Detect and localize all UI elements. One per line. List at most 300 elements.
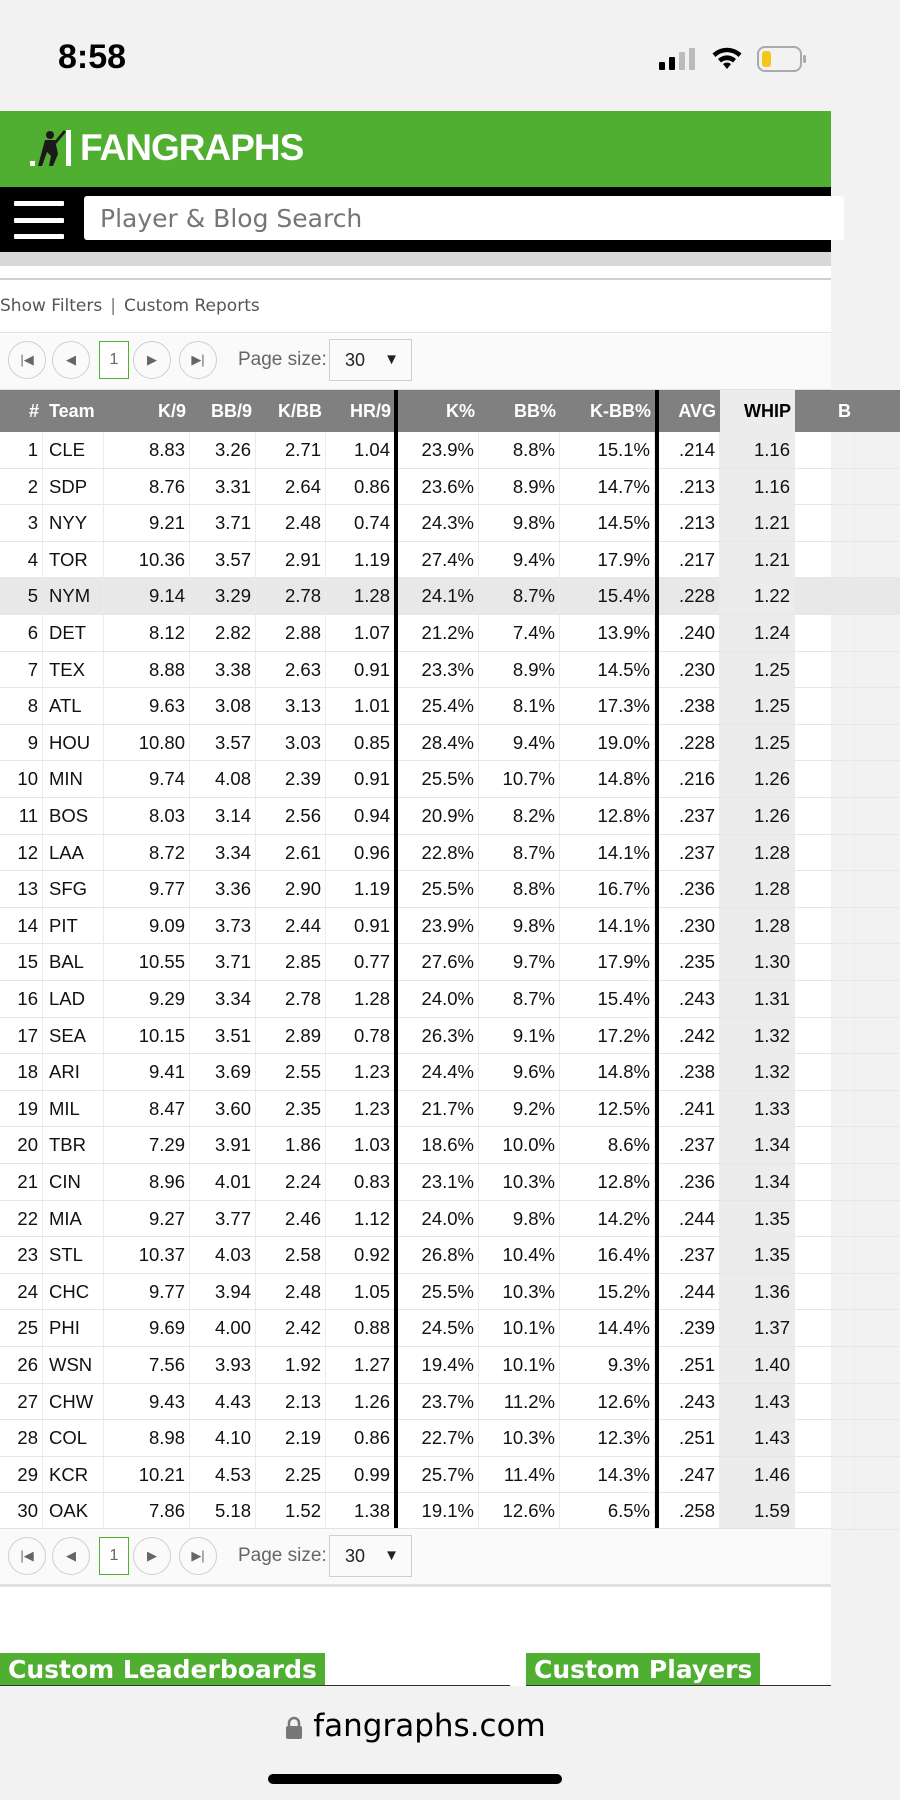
- cell-kbb: 1.52: [256, 1493, 326, 1529]
- cell-team[interactable]: STL: [43, 1237, 104, 1273]
- cell-team[interactable]: LAD: [43, 981, 104, 1017]
- cell-kbbpct: 13.9%: [560, 615, 655, 651]
- battery-icon: [757, 46, 807, 72]
- brand-header: [0, 111, 831, 187]
- cell-avg: .258: [655, 1493, 720, 1529]
- cell-hr9: 0.85: [326, 725, 395, 761]
- cell-k9: 8.72: [104, 835, 190, 871]
- cell-extra: [795, 432, 855, 468]
- cell-team[interactable]: NYM: [43, 578, 104, 614]
- cell-whip: 1.16: [720, 469, 795, 505]
- cell-kbbpct: 12.5%: [560, 1091, 655, 1127]
- table-row[interactable]: [0, 469, 900, 506]
- cell-team[interactable]: OAK: [43, 1493, 104, 1529]
- table-row[interactable]: [0, 432, 900, 469]
- table-row[interactable]: [0, 542, 900, 579]
- cell-kpct: 19.4%: [395, 1347, 479, 1383]
- cell-bb9: 3.34: [190, 981, 256, 1017]
- cell-k9: 9.77: [104, 1274, 190, 1310]
- current-page-button[interactable]: 1: [99, 341, 129, 379]
- cell-rank: 9: [0, 725, 43, 761]
- cell-extra: [795, 871, 855, 907]
- cell-bbpct: 10.1%: [479, 1347, 560, 1383]
- cell-k9: 9.41: [104, 1054, 190, 1090]
- cell-team[interactable]: WSN: [43, 1347, 104, 1383]
- cell-rank: 22: [0, 1201, 43, 1237]
- column-header-kbbpct[interactable]: K-BB%: [590, 401, 651, 421]
- table-row[interactable]: [0, 871, 900, 908]
- cell-kpct: 25.5%: [395, 1274, 479, 1310]
- cell-kbb: 1.92: [256, 1347, 326, 1383]
- cell-avg: .236: [655, 1164, 720, 1200]
- cell-kbb: 2.61: [256, 835, 326, 871]
- cell-team[interactable]: SDP: [43, 469, 104, 505]
- table-row[interactable]: [0, 505, 900, 542]
- search-input[interactable]: [84, 196, 844, 240]
- cell-kbb: 2.78: [256, 981, 326, 1017]
- cell-team[interactable]: NYY: [43, 505, 104, 541]
- cell-bb9: 4.10: [190, 1420, 256, 1456]
- cell-kpct: 25.5%: [395, 871, 479, 907]
- column-header-whip[interactable]: WHIP: [720, 390, 795, 432]
- cell-k9: 9.69: [104, 1310, 190, 1346]
- cell-avg: .230: [655, 652, 720, 688]
- cell-bbpct: 10.0%: [479, 1127, 560, 1163]
- cell-bb9: 3.69: [190, 1054, 256, 1090]
- cell-team[interactable]: DET: [43, 615, 104, 651]
- table-row[interactable]: [0, 652, 900, 689]
- cell-avg: .243: [655, 981, 720, 1017]
- first-page-icon[interactable]: |◀: [8, 341, 46, 379]
- cell-kpct: 24.3%: [395, 505, 479, 541]
- cell-rank: 27: [0, 1384, 43, 1420]
- cell-kbb: 2.48: [256, 505, 326, 541]
- cell-kpct: 20.9%: [395, 798, 479, 834]
- cell-team[interactable]: SFG: [43, 871, 104, 907]
- cell-team[interactable]: SEA: [43, 1018, 104, 1054]
- cell-k9: 10.21: [104, 1457, 190, 1493]
- cell-avg: .241: [655, 1091, 720, 1127]
- page-size-label: Page size:: [238, 1545, 327, 1566]
- column-header-kbb[interactable]: K/BB: [278, 401, 322, 421]
- next-page-icon[interactable]: ▶: [133, 341, 171, 379]
- cell-kbb: 2.42: [256, 1310, 326, 1346]
- custom-reports-link[interactable]: Custom Reports: [123, 296, 260, 316]
- column-header-extra[interactable]: B: [838, 401, 851, 421]
- cell-extra: [795, 1164, 855, 1200]
- cell-kbb: 2.39: [256, 761, 326, 797]
- cell-team[interactable]: BAL: [43, 944, 104, 980]
- cell-team[interactable]: COL: [43, 1420, 104, 1456]
- cell-kbbpct: 14.2%: [560, 1201, 655, 1237]
- cell-rank: 10: [0, 761, 43, 797]
- cell-hr9: 1.12: [326, 1201, 395, 1237]
- cell-extra: [795, 1384, 855, 1420]
- cell-hr9: 1.23: [326, 1054, 395, 1090]
- cell-team[interactable]: PIT: [43, 908, 104, 944]
- cell-team[interactable]: CIN: [43, 1164, 104, 1200]
- cell-team[interactable]: MIA: [43, 1201, 104, 1237]
- table-row[interactable]: [0, 1493, 900, 1530]
- page-size-select[interactable]: [329, 1535, 412, 1577]
- cell-team[interactable]: PHI: [43, 1310, 104, 1346]
- cell-k9: 9.27: [104, 1201, 190, 1237]
- url-field[interactable]: [0, 1708, 831, 1744]
- table-row[interactable]: [0, 615, 900, 652]
- table-row[interactable]: [0, 761, 900, 798]
- cell-kbbpct: 14.1%: [560, 835, 655, 871]
- page-size-value: 30: [345, 1545, 366, 1566]
- cell-kpct: 25.7%: [395, 1457, 479, 1493]
- status-time: 8:58: [58, 38, 127, 76]
- fangraphs-logo[interactable]: [28, 127, 303, 169]
- cell-whip: 1.28: [720, 835, 795, 871]
- cell-extra: [795, 469, 855, 505]
- cell-whip: 1.32: [720, 1018, 795, 1054]
- cell-extra: [795, 1237, 855, 1273]
- cell-bb9: 5.18: [190, 1493, 256, 1529]
- cell-bb9: 4.03: [190, 1237, 256, 1273]
- divider-strip: [0, 252, 831, 266]
- cell-kbb: 2.56: [256, 798, 326, 834]
- cell-team[interactable]: ATL: [43, 688, 104, 724]
- cell-kbbpct: 16.7%: [560, 871, 655, 907]
- cell-team[interactable]: TBR: [43, 1127, 104, 1163]
- cell-bb9: 3.60: [190, 1091, 256, 1127]
- cell-kbb: 2.35: [256, 1091, 326, 1127]
- divider: [0, 278, 831, 280]
- table-row[interactable]: [0, 1237, 900, 1274]
- cell-whip: 1.59: [720, 1493, 795, 1529]
- cell-bbpct: 10.7%: [479, 761, 560, 797]
- main-content: [0, 266, 851, 1686]
- cell-extra: [795, 1274, 855, 1310]
- home-indicator[interactable]: [268, 1774, 562, 1784]
- cell-whip: 1.46: [720, 1457, 795, 1493]
- cell-kbbpct: 17.9%: [560, 944, 655, 980]
- cell-avg: .237: [655, 835, 720, 871]
- cell-bbpct: 9.1%: [479, 1018, 560, 1054]
- cell-bbpct: 11.4%: [479, 1457, 560, 1493]
- cell-team[interactable]: TEX: [43, 652, 104, 688]
- cell-kbbpct: 14.8%: [560, 1054, 655, 1090]
- cell-k9: 8.96: [104, 1164, 190, 1200]
- cell-kpct: 25.5%: [395, 761, 479, 797]
- table-row[interactable]: [0, 981, 900, 1018]
- column-header-k9[interactable]: K/9: [157, 401, 186, 421]
- column-header-avg[interactable]: AVG: [678, 401, 716, 421]
- cell-team[interactable]: MIN: [43, 761, 104, 797]
- cell-rank: 24: [0, 1274, 43, 1310]
- column-header-bb9[interactable]: BB/9: [210, 401, 252, 421]
- cell-kbbpct: 8.6%: [560, 1127, 655, 1163]
- cell-kbb: 2.71: [256, 432, 326, 468]
- cell-extra: [795, 688, 855, 724]
- cell-kpct: 23.6%: [395, 469, 479, 505]
- cell-kbbpct: 14.4%: [560, 1310, 655, 1346]
- last-page-icon[interactable]: ▶|: [179, 1537, 217, 1575]
- table-row[interactable]: [0, 1018, 900, 1055]
- cell-team[interactable]: MIL: [43, 1091, 104, 1127]
- cell-k9: 10.36: [104, 542, 190, 578]
- table-row[interactable]: [0, 908, 900, 945]
- cell-bb9: 3.57: [190, 542, 256, 578]
- cell-hr9: 0.91: [326, 908, 395, 944]
- page-size-value: 30: [345, 349, 366, 370]
- cell-bbpct: 8.7%: [479, 835, 560, 871]
- custom-players-link[interactable]: Custom Players: [526, 1653, 760, 1687]
- cell-bbpct: 9.6%: [479, 1054, 560, 1090]
- cell-avg: .228: [655, 578, 720, 614]
- cell-team[interactable]: HOU: [43, 725, 104, 761]
- nav-bar: [0, 187, 831, 252]
- cell-team[interactable]: CHW: [43, 1384, 104, 1420]
- cell-team[interactable]: CHC: [43, 1274, 104, 1310]
- cell-hr9: 0.94: [326, 798, 395, 834]
- cell-hr9: 0.99: [326, 1457, 395, 1493]
- cell-kbb: 2.19: [256, 1420, 326, 1456]
- cell-avg: .251: [655, 1347, 720, 1383]
- cell-bb9: 3.14: [190, 798, 256, 834]
- cell-avg: .217: [655, 542, 720, 578]
- cell-team[interactable]: LAA: [43, 835, 104, 871]
- cell-hr9: 1.19: [326, 542, 395, 578]
- cell-bbpct: 9.8%: [479, 908, 560, 944]
- cell-kpct: 24.1%: [395, 578, 479, 614]
- cell-kbb: 1.86: [256, 1127, 326, 1163]
- cell-kpct: 27.6%: [395, 944, 479, 980]
- cell-team[interactable]: ARI: [43, 1054, 104, 1090]
- cell-hr9: 0.92: [326, 1237, 395, 1273]
- cell-kbb: 2.90: [256, 871, 326, 907]
- cell-kbbpct: 15.4%: [560, 578, 655, 614]
- table-header: [0, 390, 900, 432]
- cell-kpct: 24.0%: [395, 981, 479, 1017]
- cell-avg: .244: [655, 1274, 720, 1310]
- cell-kbbpct: 9.3%: [560, 1347, 655, 1383]
- cell-kbbpct: 17.2%: [560, 1018, 655, 1054]
- cell-team[interactable]: TOR: [43, 542, 104, 578]
- cell-rank: 25: [0, 1310, 43, 1346]
- cell-k9: 10.15: [104, 1018, 190, 1054]
- table-row[interactable]: [0, 1457, 900, 1494]
- cell-rank: 16: [0, 981, 43, 1017]
- show-filters-link[interactable]: Show Filters: [0, 296, 103, 316]
- hamburger-menu-icon[interactable]: [14, 201, 64, 239]
- column-header-team[interactable]: Team: [49, 401, 95, 421]
- cell-rank: 5: [0, 578, 43, 614]
- cell-kpct: 24.4%: [395, 1054, 479, 1090]
- cell-kbbpct: 15.4%: [560, 981, 655, 1017]
- cell-kbbpct: 14.1%: [560, 908, 655, 944]
- last-page-icon[interactable]: ▶|: [179, 341, 217, 379]
- cell-k9: 8.12: [104, 615, 190, 651]
- column-group-divider: [394, 390, 398, 1530]
- cell-whip: 1.32: [720, 1054, 795, 1090]
- prev-page-icon[interactable]: ◀: [52, 341, 90, 379]
- cell-whip: 1.26: [720, 798, 795, 834]
- next-page-icon[interactable]: ▶: [133, 1537, 171, 1575]
- cell-bbpct: 8.2%: [479, 798, 560, 834]
- chevron-down-icon: ▼: [384, 351, 399, 368]
- cell-bbpct: 10.3%: [479, 1420, 560, 1456]
- cell-kbbpct: 15.1%: [560, 432, 655, 468]
- cell-hr9: 1.38: [326, 1493, 395, 1529]
- cell-k9: 8.76: [104, 469, 190, 505]
- cell-bbpct: 10.1%: [479, 1310, 560, 1346]
- cell-hr9: 1.01: [326, 688, 395, 724]
- column-header-kpct[interactable]: K%: [445, 401, 475, 421]
- browser-address-bar: [0, 1686, 831, 1800]
- table-row[interactable]: [0, 944, 900, 981]
- cell-kpct: 22.7%: [395, 1420, 479, 1456]
- cell-whip: 1.36: [720, 1274, 795, 1310]
- cell-bbpct: 12.6%: [479, 1493, 560, 1529]
- cell-k9: 8.88: [104, 652, 190, 688]
- column-header-hr9[interactable]: HR/9: [349, 401, 391, 421]
- cell-bb9: 3.34: [190, 835, 256, 871]
- cell-team[interactable]: KCR: [43, 1457, 104, 1493]
- cell-whip: 1.30: [720, 944, 795, 980]
- cell-bbpct: 9.7%: [479, 944, 560, 980]
- cell-hr9: 0.91: [326, 761, 395, 797]
- page-size-label: Page size:: [238, 349, 327, 370]
- cell-avg: .242: [655, 1018, 720, 1054]
- cell-kbb: 2.85: [256, 944, 326, 980]
- column-header-rank[interactable]: #: [28, 401, 39, 421]
- cell-kpct: 23.3%: [395, 652, 479, 688]
- cell-extra: [795, 1457, 855, 1493]
- cell-bb9: 4.43: [190, 1384, 256, 1420]
- cell-whip: 1.25: [720, 725, 795, 761]
- cell-bb9: 3.51: [190, 1018, 256, 1054]
- cell-whip: 1.31: [720, 981, 795, 1017]
- batter-logo-icon: [28, 128, 80, 168]
- cell-rank: 17: [0, 1018, 43, 1054]
- cell-k9: 9.43: [104, 1384, 190, 1420]
- cell-bb9: 3.08: [190, 688, 256, 724]
- filter-links: [0, 296, 260, 316]
- cell-avg: .247: [655, 1457, 720, 1493]
- cell-kpct: 28.4%: [395, 725, 479, 761]
- cell-whip: 1.35: [720, 1237, 795, 1273]
- cell-hr9: 0.88: [326, 1310, 395, 1346]
- cell-rank: 4: [0, 542, 43, 578]
- cell-kbb: 2.24: [256, 1164, 326, 1200]
- cell-avg: .237: [655, 1237, 720, 1273]
- cell-rank: 23: [0, 1237, 43, 1273]
- table-row[interactable]: [0, 578, 900, 615]
- cell-whip: 1.43: [720, 1420, 795, 1456]
- cell-kbb: 2.89: [256, 1018, 326, 1054]
- cell-kbb: 2.55: [256, 1054, 326, 1090]
- cell-bb9: 4.08: [190, 761, 256, 797]
- cell-whip: 1.28: [720, 871, 795, 907]
- cell-bb9: 3.71: [190, 944, 256, 980]
- table-row[interactable]: [0, 1347, 900, 1384]
- table-row[interactable]: [0, 1164, 900, 1201]
- table-row[interactable]: [0, 688, 900, 725]
- cell-bbpct: 8.9%: [479, 652, 560, 688]
- cell-k9: 9.09: [104, 908, 190, 944]
- page-size-select[interactable]: [329, 339, 412, 381]
- cell-hr9: 0.96: [326, 835, 395, 871]
- cell-rank: 26: [0, 1347, 43, 1383]
- cell-whip: 1.37: [720, 1310, 795, 1346]
- cell-avg: .213: [655, 469, 720, 505]
- cell-kpct: 19.1%: [395, 1493, 479, 1529]
- cell-hr9: 1.28: [326, 981, 395, 1017]
- cell-extra: [795, 1347, 855, 1383]
- pager-bottom: [0, 1528, 831, 1586]
- cell-avg: .230: [655, 908, 720, 944]
- table-row[interactable]: [0, 725, 900, 762]
- table-row[interactable]: [0, 835, 900, 872]
- cell-bb9: 4.01: [190, 1164, 256, 1200]
- cell-bb9: 3.57: [190, 725, 256, 761]
- cell-bb9: 4.00: [190, 1310, 256, 1346]
- cell-kbbpct: 12.8%: [560, 1164, 655, 1200]
- current-page-button[interactable]: 1: [99, 1537, 129, 1575]
- cell-kbb: 3.13: [256, 688, 326, 724]
- table-row[interactable]: [0, 1420, 900, 1457]
- cell-rank: 6: [0, 615, 43, 651]
- table-row[interactable]: [0, 1274, 900, 1311]
- cell-extra: [795, 1054, 855, 1090]
- cell-avg: .213: [655, 505, 720, 541]
- table-row[interactable]: [0, 1384, 900, 1421]
- table-row[interactable]: [0, 798, 900, 835]
- table-row[interactable]: [0, 1054, 900, 1091]
- cell-kpct: 26.3%: [395, 1018, 479, 1054]
- cell-team[interactable]: BOS: [43, 798, 104, 834]
- cell-kbb: 2.78: [256, 578, 326, 614]
- cell-bb9: 2.82: [190, 615, 256, 651]
- cell-rank: 18: [0, 1054, 43, 1090]
- cell-whip: 1.34: [720, 1127, 795, 1163]
- table-row[interactable]: [0, 1127, 900, 1164]
- cell-rank: 7: [0, 652, 43, 688]
- cell-kbbpct: 17.9%: [560, 542, 655, 578]
- cell-kbbpct: 12.3%: [560, 1420, 655, 1456]
- cell-whip: 1.25: [720, 652, 795, 688]
- table-row[interactable]: [0, 1310, 900, 1347]
- cell-kbbpct: 14.5%: [560, 652, 655, 688]
- cell-team[interactable]: CLE: [43, 432, 104, 468]
- cell-k9: 8.47: [104, 1091, 190, 1127]
- prev-page-icon[interactable]: ◀: [52, 1537, 90, 1575]
- column-header-bbpct[interactable]: BB%: [513, 401, 556, 421]
- chevron-down-icon: ▼: [384, 1547, 399, 1564]
- cell-kbb: 2.44: [256, 908, 326, 944]
- cell-whip: 1.26: [720, 761, 795, 797]
- cell-kbb: 2.88: [256, 615, 326, 651]
- status-bar: [0, 0, 831, 111]
- table-row[interactable]: [0, 1091, 900, 1128]
- cell-bbpct: 8.7%: [479, 578, 560, 614]
- cell-kpct: 18.6%: [395, 1127, 479, 1163]
- cell-rank: 8: [0, 688, 43, 724]
- first-page-icon[interactable]: |◀: [8, 1537, 46, 1575]
- cell-avg: .237: [655, 798, 720, 834]
- lock-icon: [285, 1716, 303, 1740]
- cell-hr9: 0.74: [326, 505, 395, 541]
- cell-bbpct: 7.4%: [479, 615, 560, 651]
- table-row[interactable]: [0, 1201, 900, 1238]
- cell-extra: [795, 1018, 855, 1054]
- custom-leaderboards-link[interactable]: Custom Leaderboards: [0, 1653, 325, 1687]
- cell-k9: 9.77: [104, 871, 190, 907]
